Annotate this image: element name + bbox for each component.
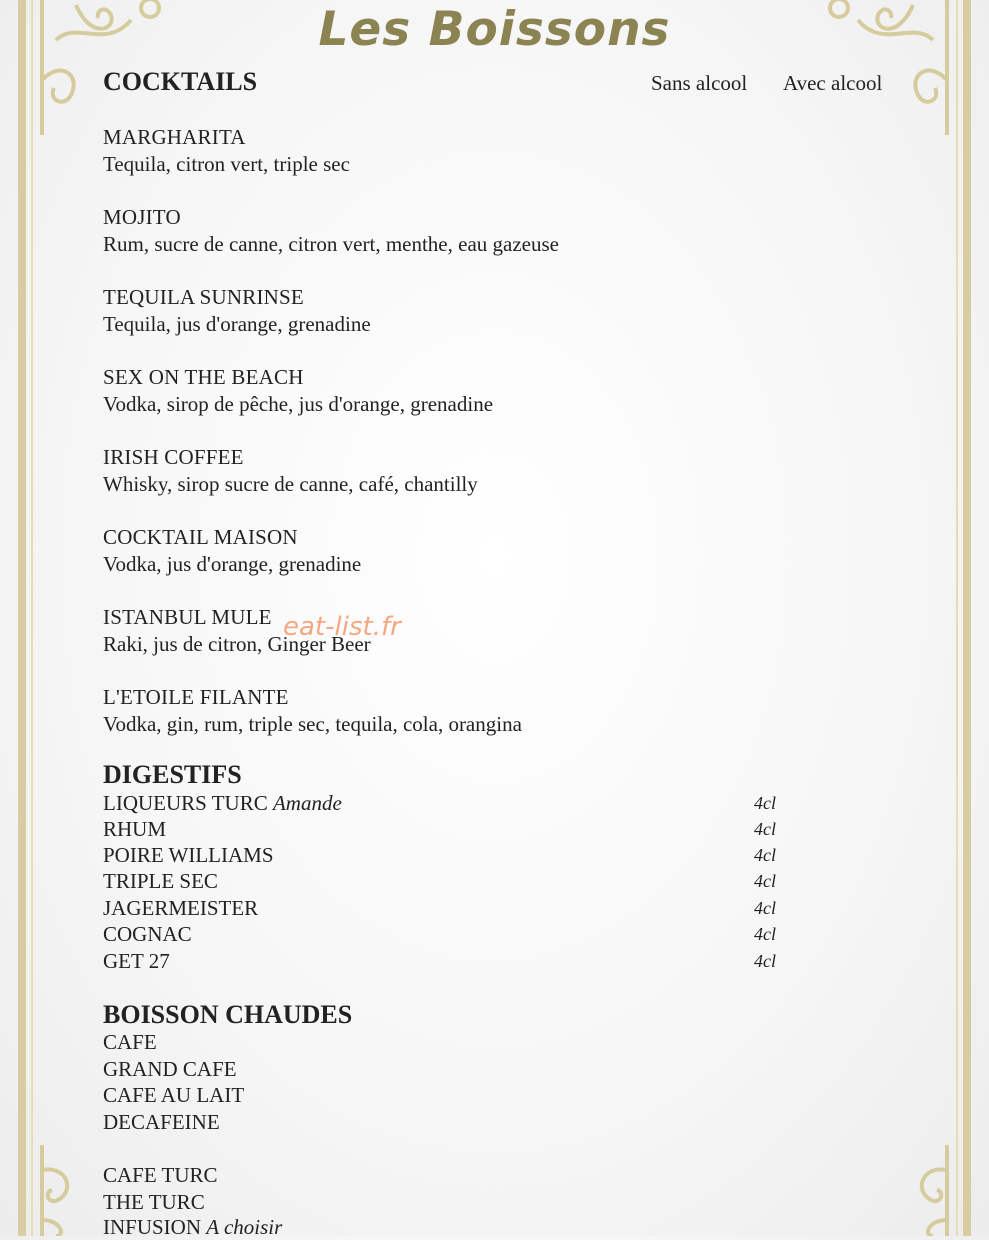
digestif-row	[103, 869, 803, 895]
cocktail-name: SEX ON THE BEACH	[103, 365, 304, 389]
digestif-quantity: 4cl	[754, 871, 776, 891]
hot-drink-name: INFUSION	[103, 1215, 202, 1239]
cocktail-name: COCKTAIL MAISON	[103, 525, 298, 549]
hot-drink-item: GRAND CAFE	[103, 1057, 237, 1081]
digestif-name: LIQUEURS TURC	[103, 791, 268, 815]
cocktail-description: Vodka, jus d'orange, grenadine	[103, 552, 362, 576]
page-title: Les Boissons	[318, 2, 671, 57]
hot-drink-item: CAFE	[103, 1030, 157, 1054]
digestifs-heading: DIGESTIFS	[103, 760, 242, 789]
cocktail-name: L'ETOILE FILANTE	[103, 685, 289, 709]
hot-drink-item	[103, 1190, 205, 1215]
cocktail-description: Tequila, citron vert, triple sec	[103, 152, 350, 176]
digestif-quantity: 4cl	[754, 898, 776, 918]
cocktail-name: MARGHARITA	[103, 125, 246, 149]
ornament-bottom-left-icon	[36, 1140, 96, 1236]
hot-drink-name: CAFE TURC	[103, 1163, 218, 1187]
digestif-name: TRIPLE SEC	[103, 869, 218, 893]
hot-drink-item	[103, 1215, 282, 1240]
digestif-note: Amande	[272, 791, 342, 815]
digestif-quantity: 4cl	[754, 845, 776, 865]
cocktail-description: Whisky, sirop sucre de canne, café, chantilly	[103, 472, 478, 496]
digestif-name: JAGERMEISTER	[103, 896, 259, 920]
column-sans-alcool: Sans alcool	[651, 71, 748, 95]
cocktail-name: IRISH COFFEE	[103, 445, 244, 469]
digestif-row	[103, 949, 803, 975]
frame-left-border	[18, 0, 26, 1236]
digestif-name: GET 27	[103, 949, 170, 973]
cocktails-heading: COCKTAILS	[103, 67, 258, 96]
cocktail-description: Vodka, sirop de pêche, jus d'orange, grenadine	[103, 392, 494, 416]
digestif-name: COGNAC	[103, 922, 192, 946]
cocktail-description: Vodka, gin, rum, triple sec, tequila, cola, orangina	[103, 712, 522, 736]
hot-drink-note: A choisir	[206, 1215, 283, 1239]
digestif-name: RHUM	[103, 817, 167, 841]
hot-drink-item: DECAFEINE	[103, 1110, 220, 1134]
digestif-row	[103, 922, 803, 948]
column-avec-alcool: Avec alcool	[783, 71, 883, 95]
cocktail-name: ISTANBUL MULE	[103, 605, 272, 629]
watermark: eat-list.fr	[283, 612, 401, 642]
frame-left-inner-line	[31, 0, 33, 1236]
hot-drink-name: THE TURC	[103, 1190, 205, 1214]
cocktail-name: TEQUILA SUNRINSE	[103, 285, 304, 309]
digestif-row	[103, 791, 803, 817]
digestif-quantity: 4cl	[754, 819, 776, 839]
digestif-quantity: 4cl	[754, 951, 776, 971]
cocktail-description: Tequila, jus d'orange, grenadine	[103, 312, 371, 336]
hot-drinks-heading: BOISSON CHAUDES	[103, 1000, 353, 1029]
cocktail-description: Rum, sucre de canne, citron vert, menthe, eau gazeuse	[103, 232, 559, 256]
digestif-quantity: 4cl	[754, 793, 776, 813]
digestif-row	[103, 896, 803, 922]
digestif-row	[103, 843, 803, 869]
hot-drink-item	[103, 1163, 218, 1188]
digestif-name: POIRE WILLIAMS	[103, 843, 274, 867]
digestif-quantity: 4cl	[754, 924, 776, 944]
ornament-bottom-right-icon	[893, 1140, 953, 1236]
digestif-row	[103, 817, 803, 843]
cocktail-description: Raki, jus de citron, Ginger Beer	[103, 632, 371, 656]
frame-right-border	[963, 0, 971, 1236]
cocktail-name: MOJITO	[103, 205, 181, 229]
frame-right-inner-line	[956, 0, 958, 1236]
hot-drink-item: CAFE AU LAIT	[103, 1083, 245, 1107]
